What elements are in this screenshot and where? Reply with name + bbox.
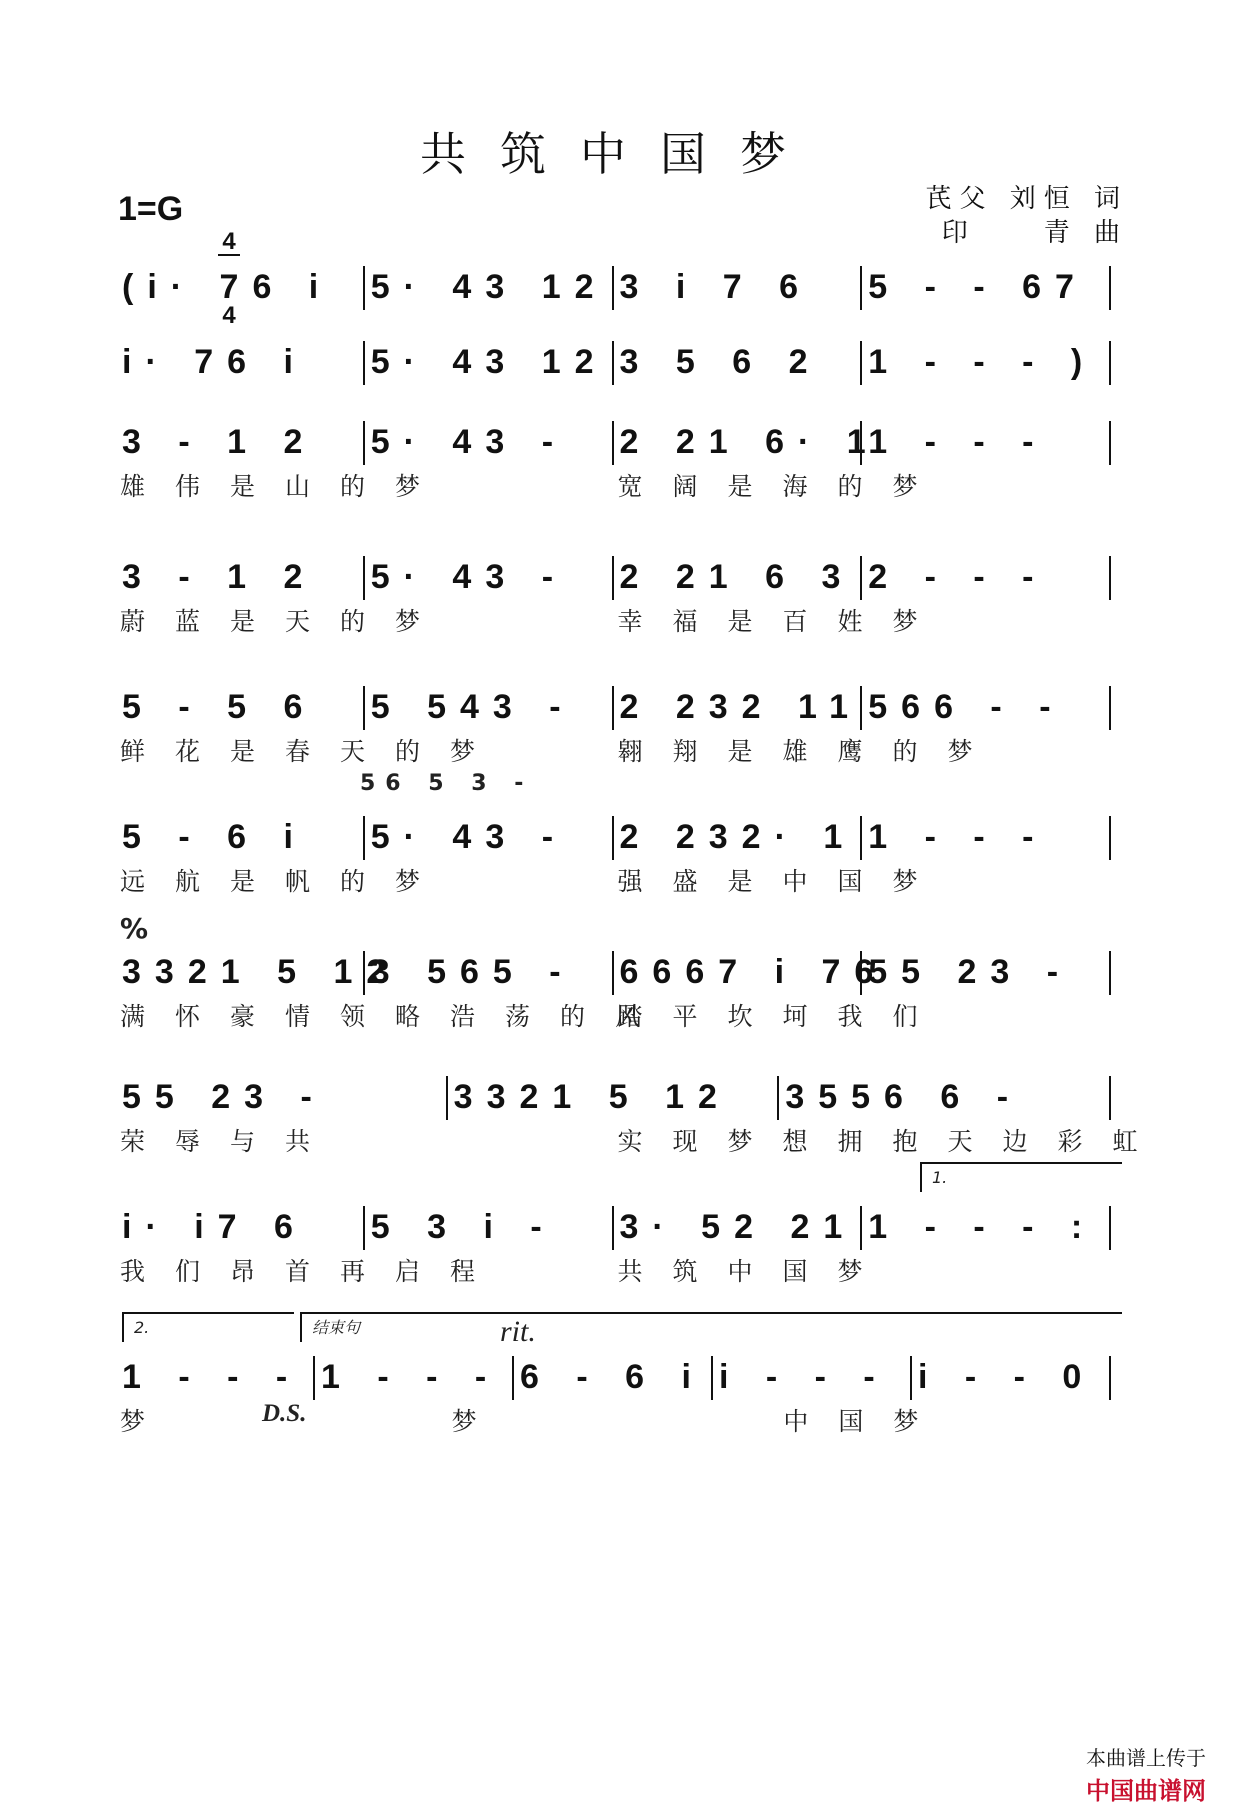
measure-notes: 5 - 6 i	[122, 818, 307, 856]
barline	[1109, 686, 1111, 730]
barline	[910, 1356, 912, 1400]
measure-notes: 5· 43 -	[370, 558, 568, 596]
measure-notes: 3 - 1 2	[122, 423, 317, 461]
measure-notes: 5 3 i -	[370, 1208, 556, 1246]
barline	[612, 421, 614, 465]
barline	[1109, 341, 1111, 385]
measure-notes: 55 23 -	[122, 1078, 326, 1116]
barline	[1109, 816, 1111, 860]
barline	[612, 686, 614, 730]
barline	[777, 1076, 779, 1120]
composer-credit: 印 青 曲	[941, 218, 1128, 248]
barline	[860, 266, 862, 310]
footer-text: 本曲谱上传于	[1086, 1746, 1206, 1770]
measure-notes: 2 21 6 3	[619, 558, 855, 596]
barline	[860, 556, 862, 600]
segno-sign: %	[120, 912, 149, 945]
measure-notes: 5· 43 -	[370, 818, 568, 856]
barline	[612, 951, 614, 995]
song-title: 共筑中国梦	[420, 127, 820, 181]
measure-notes: 2 232 11	[619, 688, 862, 726]
measure-notes: 3 5 6 2	[619, 343, 822, 381]
barline	[860, 1206, 862, 1250]
lyric-line: 实现梦想拥抱天边彩虹	[617, 1127, 1168, 1156]
barline	[612, 1206, 614, 1250]
measure-notes: 55 23 -	[868, 953, 1073, 991]
coda-label: 结束句	[300, 1312, 1122, 1342]
measure-notes: 1 - - - :	[868, 1208, 1097, 1246]
barline	[363, 816, 365, 860]
measure-notes: 3321 5 12	[122, 953, 400, 991]
lyric-line: 远航是帆的梦	[120, 867, 451, 896]
barline	[313, 1356, 315, 1400]
measure-notes: 5 - - 67	[868, 268, 1088, 306]
barline	[612, 816, 614, 860]
tempo-mark: rit.	[500, 1315, 536, 1348]
barline	[612, 266, 614, 310]
ds-mark: D.S.	[262, 1400, 307, 1427]
barline	[512, 1356, 514, 1400]
lyric-line: 翱翔是雄鹰的梦	[617, 737, 1003, 766]
barline	[363, 1206, 365, 1250]
measure-notes: 3321 5 12	[453, 1078, 731, 1116]
measure-notes: 2 - - -	[868, 558, 1048, 596]
barline	[363, 686, 365, 730]
measure-notes: 1 - - -	[122, 1358, 302, 1396]
barline	[363, 556, 365, 600]
lyric-line: 梦	[120, 1407, 176, 1436]
barline	[363, 341, 365, 385]
measure-notes: (i· 76 i	[122, 268, 333, 306]
measure-notes: 2 232· 1	[619, 818, 857, 856]
barline	[860, 341, 862, 385]
barline	[1109, 951, 1111, 995]
barline	[612, 556, 614, 600]
lyric-line: 中国梦	[783, 1407, 949, 1436]
measure-notes: 1 - - -	[321, 1358, 501, 1396]
measure-notes: i· 76 i	[122, 343, 307, 381]
lyric-line: 满怀豪情领略浩荡的风	[120, 1002, 671, 1031]
lyric-line: 荣辱与共	[120, 1127, 341, 1156]
lyric-line: 雄伟是山的梦	[120, 472, 451, 501]
measure-notes: 5· 43 -	[370, 423, 568, 461]
alternate-measure: 56 5 3 -	[360, 771, 534, 796]
measure-notes: 1 - - -	[868, 818, 1048, 856]
measure-notes: 5· 43 12	[370, 343, 608, 381]
lyric-line: 强盛是中国梦	[617, 867, 948, 896]
lyric-line: 踏平坎坷我们	[617, 1002, 948, 1031]
lyric-line: 蔚蓝是天的梦	[120, 607, 451, 636]
measure-notes: 1 - - -	[868, 423, 1048, 461]
barline	[446, 1076, 448, 1120]
measure-notes: i· i7 6	[122, 1208, 307, 1246]
measure-notes: 3 i 7 6	[619, 268, 813, 306]
measure-notes: i - - 0	[918, 1358, 1096, 1396]
brand-logo: 中国曲谱网	[1086, 1777, 1206, 1805]
measure-notes: 6 - 6 i	[520, 1358, 705, 1396]
time-signature-top: 4	[218, 230, 240, 256]
volta-label: 2.	[122, 1312, 294, 1342]
key-signature: 1=G	[118, 190, 184, 228]
barline	[1109, 1076, 1111, 1120]
measure-notes: 2 21 6· 1	[619, 423, 880, 461]
volta-label: 1.	[920, 1162, 1122, 1192]
measure-notes: 6667 i 76	[619, 953, 888, 991]
lyricist-credit: 芪父 刘恒 词	[925, 184, 1128, 214]
lyric-line: 梦	[451, 1407, 507, 1436]
footer	[1073, 1718, 1206, 1806]
measure-notes: 3· 52 21	[619, 1208, 857, 1246]
lyric-line: 我们昂首再启程	[120, 1257, 506, 1286]
measure-notes: 5 543 -	[370, 688, 575, 726]
time-signature-bottom: 4	[222, 302, 236, 329]
lyric-line: 幸福是百姓梦	[617, 607, 948, 636]
measure-notes: 5 - 5 6	[122, 688, 317, 726]
lyric-line: 宽阔是海的梦	[617, 472, 948, 501]
measure-notes: i - - -	[719, 1358, 889, 1396]
barline	[1109, 421, 1111, 465]
measure-notes: 5· 43 12	[370, 268, 608, 306]
barline	[1109, 556, 1111, 600]
barline	[860, 816, 862, 860]
lyric-line: 鲜花是春天的梦	[120, 737, 506, 766]
barline	[1109, 1356, 1111, 1400]
measure-notes: 3556 6 -	[785, 1078, 1023, 1116]
barline	[711, 1356, 713, 1400]
measure-notes: 566 - -	[868, 688, 1065, 726]
barline	[363, 421, 365, 465]
measure-notes: 1 - - - )	[868, 343, 1097, 381]
measure-notes: 3 565 -	[370, 953, 575, 991]
barline	[612, 341, 614, 385]
barline	[363, 266, 365, 310]
barline	[1109, 1206, 1111, 1250]
lyric-line: 共筑中国梦	[617, 1257, 893, 1286]
barline	[1109, 266, 1111, 310]
measure-notes: 3 - 1 2	[122, 558, 317, 596]
